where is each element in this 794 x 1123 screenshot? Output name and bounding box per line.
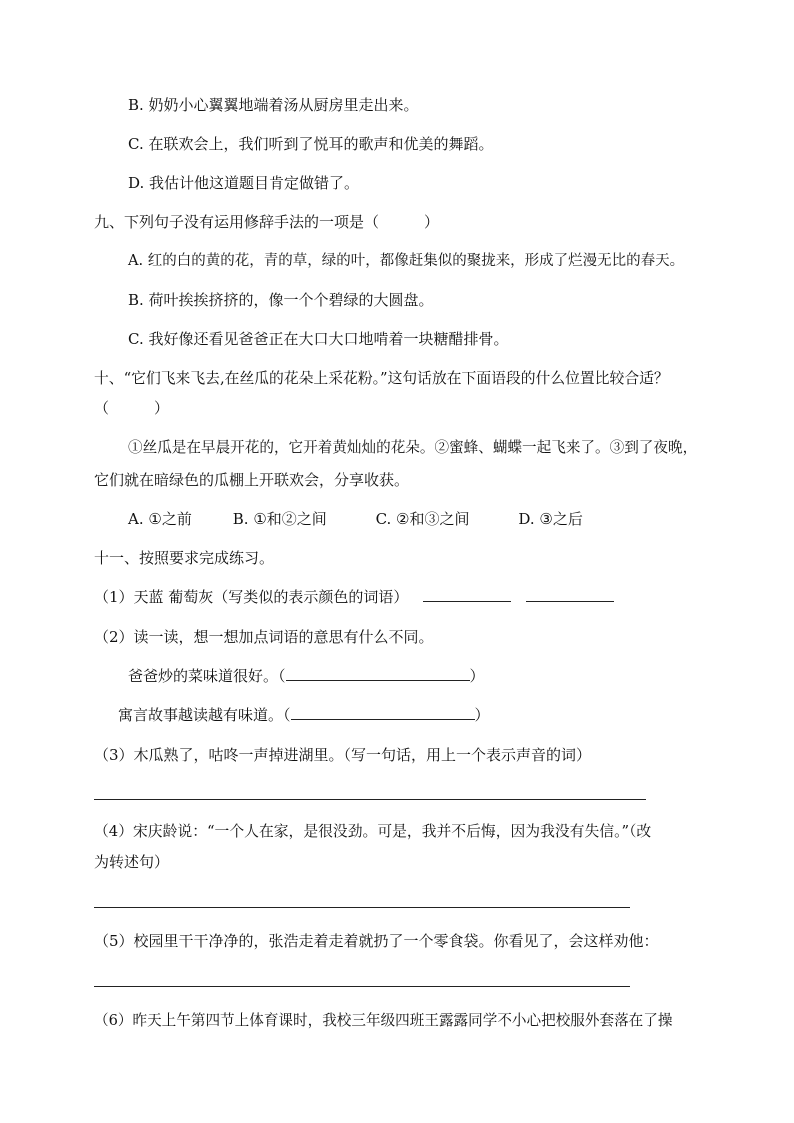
q10-option-c: C. ②和③之间 [375, 510, 470, 528]
q10-answer-paren: （ ） [94, 399, 170, 417]
q8-option-b: B. 奶奶小心翼翼地端着汤从厨房里走出来。 [128, 96, 419, 114]
q10-option-d: D. ③之后 [518, 510, 583, 528]
q11-sub1-text: （1）天蓝 葡萄灰（写类似的表示颜色的词语） [94, 588, 409, 606]
q11-sub5: （5）校园里干干净净的，张浩走着走着就扔了一个零食袋。你看见了，会这样劝他： [94, 932, 659, 950]
q11-sub2-sentence-a [128, 665, 485, 687]
q10-option-b: B. ①和②之间 [232, 510, 327, 528]
q11-stem: 十一、按照要求完成练习。 [94, 549, 275, 567]
q10-paragraph-line-2: 它们就在暗绿色的瓜棚上开联欢会，分享收获。 [94, 471, 410, 489]
q11-sub4-line-2: 为转述句） [94, 853, 170, 871]
q11-sub6: （6）昨天上午第四节上体育课时，我校三年级四班王露露同学不小心把校服外套落在了操 [94, 1012, 673, 1029]
q11-sub2-close-paren-b: ） [474, 706, 490, 724]
q11-sub1-blank-2[interactable] [526, 587, 614, 602]
q11-sub4-line-1: （4）宋庆龄说：“一个人在家，是很没劲。可是，我并不后悔，因为我没有失信。”（改 [94, 823, 652, 840]
q10-options [128, 508, 583, 530]
q10-option-a: A. ①之前 [128, 510, 192, 528]
q11-sub1-blank-1[interactable] [423, 587, 511, 602]
q10-stem: 十、“它们飞来飞去,在丝瓜的花朵上采花粉。”这句话放在下面语段的什么位置比较合适？ [94, 370, 669, 387]
q11-sub2-sentence-b-text: 寓言故事越读越有味道。（ [118, 706, 291, 724]
q9-option-c: C. 我好像还看见爸爸正在大口大口地啃着一块糖醋排骨。 [128, 330, 509, 348]
q11-sub3: （3）木瓜熟了，咕咚一声掉进湖里。（写一句话，用上一个表示声音的词） [94, 746, 592, 764]
q9-option-b: B. 荷叶挨挨挤挤的，像一个个碧绿的大圆盘。 [128, 291, 434, 309]
q10-paragraph-line-1: ①丝瓜是在早晨开花的，它开着黄灿灿的花朵。②蜜蜂、蝴蝶一起飞来了。③到了夜晚， [128, 439, 698, 456]
q8-option-d: D. 我估计他这道题目肯定做错了。 [128, 174, 360, 192]
q11-sub2: （2）读一读，想一想加点词语的意思有什么不同。 [94, 628, 434, 646]
q11-sub5-answer-line[interactable] [94, 986, 630, 987]
q9-stem: 九、下列句子没有运用修辞手法的一项是（ ） [94, 213, 440, 231]
q9-option-a: A. 红的白的黄的花，青的草，绿的叶，都像赶集似的聚拢来，形成了烂漫无比的春天。 [128, 253, 685, 269]
q11-sub1 [94, 586, 614, 608]
q11-sub2-close-paren-a: ） [469, 667, 485, 685]
q11-sub2-blank-a[interactable] [286, 666, 470, 681]
q11-sub3-answer-line[interactable] [94, 799, 646, 800]
q11-sub2-blank-b[interactable] [291, 705, 475, 720]
q11-sub2-sentence-a-text: 爸爸炒的菜味道很好。（ [128, 667, 286, 685]
q8-option-c: C. 在联欢会上，我们听到了悦耳的歌声和优美的舞蹈。 [128, 135, 494, 153]
q11-sub4-answer-line[interactable] [94, 907, 630, 908]
q11-sub2-sentence-b [118, 704, 490, 726]
